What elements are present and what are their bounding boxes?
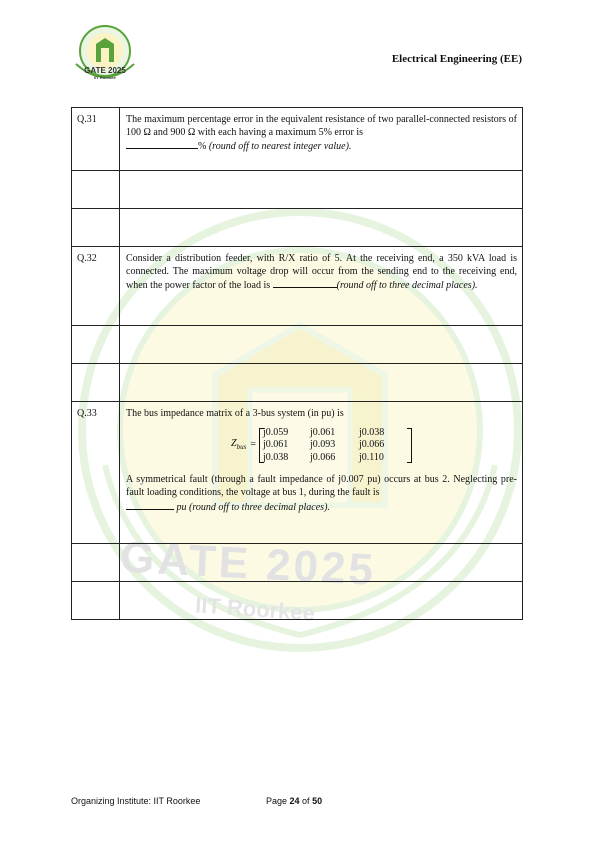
blank-row (72, 171, 523, 209)
question-unit: % (198, 141, 209, 153)
matrix-cell: j0.061 (262, 439, 289, 451)
blank-row (72, 544, 523, 582)
matrix-row (263, 439, 408, 452)
matrix-cell: j0.038 (358, 426, 385, 438)
blank-row (72, 582, 523, 620)
matrix-cell: j0.038 (262, 451, 289, 463)
matrix-equals: = (250, 439, 256, 451)
matrix-row (263, 427, 408, 440)
footer-organizer: Organizing Institute: IIT Roorkee (71, 796, 201, 806)
matrix-cell: j0.061 (309, 426, 336, 438)
question-row (72, 402, 523, 544)
matrix-cell: j0.093 (309, 439, 336, 451)
question-number: Q.32 (72, 247, 120, 326)
answer-blank (273, 278, 337, 288)
blank-row (72, 364, 523, 402)
question-row (72, 247, 523, 326)
matrix-body (259, 427, 412, 465)
blank-row (72, 326, 523, 364)
rounding-note: pu (round off to three decimal places). (176, 501, 330, 513)
rounding-note: (round off to nearest integer value). (208, 141, 352, 153)
question-body-continued: A symmetrical fault (through a fault impedance of j0.007 pu) occurs at bus 2. Neglecting pre-fault loading conditions, the voltage at bus 1, during the fault is (126, 474, 517, 498)
answer-blank (126, 500, 174, 510)
matrix-row (263, 452, 408, 465)
question-text (120, 402, 523, 544)
question-number: Q.33 (72, 402, 120, 544)
question-body: The bus impedance matrix of a 3-bus system (in pu) is (126, 408, 344, 419)
paper-title: Electrical Engineering (EE) (391, 53, 522, 65)
page-number: Page 24 of 50 (266, 796, 323, 806)
matrix-cell: j0.110 (358, 451, 384, 463)
rounding-note: (round off to three decimal places). (336, 280, 478, 292)
matrix-cell: j0.066 (358, 439, 385, 451)
question-row (72, 108, 523, 171)
impedance-matrix (126, 427, 517, 465)
watermark-iit-text: IIT Roorkee (194, 592, 316, 626)
logo-subtext: IIT Roorkee (94, 75, 116, 80)
question-text (120, 108, 523, 171)
blank-row (72, 209, 523, 247)
answer-blank (126, 139, 198, 149)
question-body: The maximum percentage error in the equivalent resistance of two parallel-connected resistors of 100 Ω and 900 Ω with each having a maximum 5% error is (126, 114, 517, 138)
matrix-label: $Z_{bus}$ (231, 437, 247, 451)
logo-text: GATE 2025 (84, 66, 126, 75)
question-number: Q.31 (72, 108, 120, 171)
question-text (120, 247, 523, 326)
questions-table (71, 107, 523, 620)
watermark-gate-text: GATE 2025 (118, 532, 378, 595)
matrix-cell: j0.059 (262, 426, 289, 438)
question-body: Consider a distribution feeder, with R/X ratio of 5. At the receiving end, a 350 kVA load is connected. The maximum voltage drop will occur from the sending end to the receiving end, when the power factor of the load is (126, 253, 517, 292)
matrix-cell: j0.066 (309, 451, 336, 463)
